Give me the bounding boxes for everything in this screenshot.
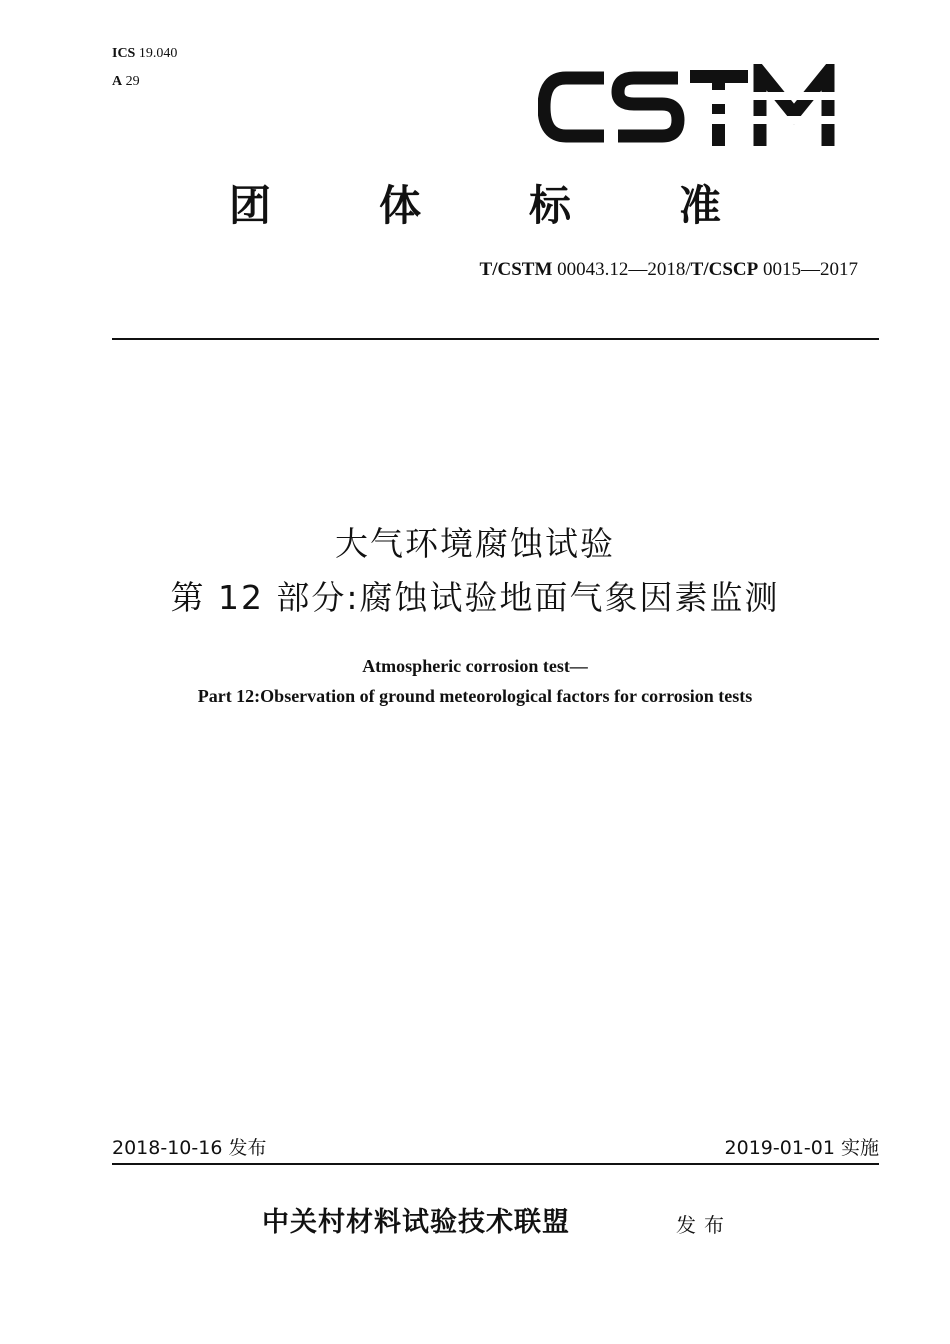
ccs-code [112, 72, 140, 92]
standard-number-part2: 0015—2017 [758, 259, 858, 280]
standard-number-prefix-2: T/CSCP [690, 259, 759, 280]
ics-number: 19.040 [138, 46, 178, 61]
ics-code [112, 44, 177, 64]
title-en-line1: Atmospheric corrosion test— [362, 656, 588, 676]
publisher-name: 中关村材料试验技术联盟 [262, 1207, 570, 1238]
standard-number-part1: 00043.12—2018/ [552, 259, 691, 280]
top-divider [112, 338, 879, 340]
ccs-letter: A [112, 74, 123, 89]
standard-number-prefix: T/CSTM [479, 259, 553, 280]
title-cn-line1: 大气环境腐蚀试验 [335, 524, 615, 563]
implement-date: 2019-01-01 实施 [724, 1137, 879, 1159]
standard-type: 团体标准 [228, 181, 829, 230]
title-en-line2: Part 12:Observation of ground meteorological factors for corrosion tests [197, 686, 753, 706]
ccs-number: 29 [125, 74, 140, 89]
publish-verb: 发布 [676, 1213, 732, 1237]
publish-date: 2018-10-16 发布 [112, 1137, 267, 1159]
title-cn-line2: 第 12 部分:腐蚀试验地面气象因素监测 [170, 578, 780, 617]
cstm-logo [538, 64, 838, 150]
standard-number [480, 259, 858, 281]
ics-label: ICS [112, 46, 136, 61]
bottom-divider [112, 1163, 879, 1165]
